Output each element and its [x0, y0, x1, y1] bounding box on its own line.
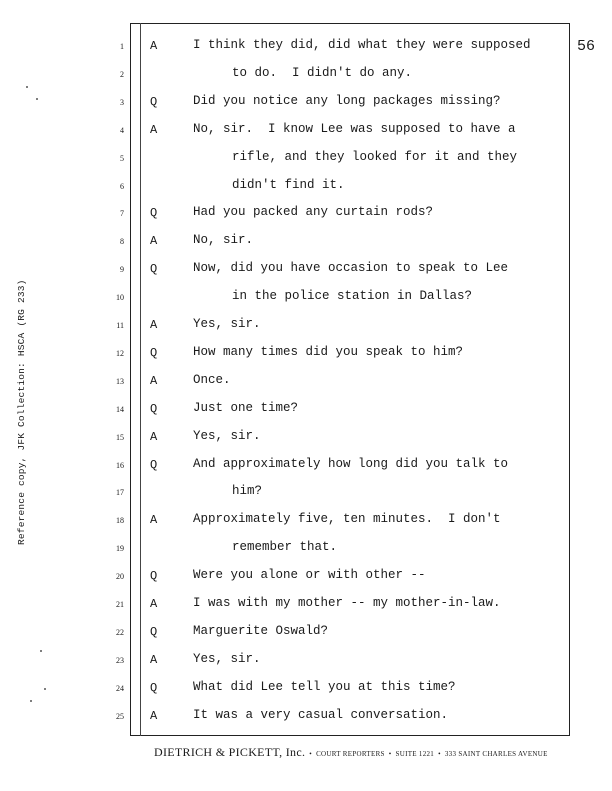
transcript-line — [0, 596, 612, 622]
line-number: 20 — [116, 572, 124, 582]
line-text: him? — [232, 484, 263, 499]
speaker-label: Q — [150, 569, 158, 584]
line-text: And approximately how long did you talk to — [193, 456, 509, 471]
scan-speck — [30, 700, 32, 702]
line-text: remember that. — [232, 540, 338, 555]
line-number: 4 — [120, 125, 124, 135]
speaker-label: Q — [150, 206, 158, 221]
line-text: Now, did you have occasion to speak to Lee — [193, 261, 509, 276]
transcript-line — [0, 484, 612, 510]
speaker-label: A — [150, 39, 158, 53]
line-text: I was with my mother -- my mother-in-law. — [193, 596, 501, 610]
speaker-label: A — [150, 429, 158, 444]
line-number: 24 — [116, 683, 124, 693]
suite-label: SUITE 1221 — [395, 750, 435, 758]
line-text: Had you packed any curtain rods? — [193, 205, 434, 220]
transcript-line — [0, 233, 612, 259]
speaker-label: Q — [150, 624, 158, 639]
page-number: 56 — [577, 38, 596, 55]
scan-speck — [26, 86, 28, 88]
transcript-line — [0, 345, 612, 371]
transcript-line — [0, 38, 612, 64]
line-number: 6 — [120, 181, 124, 191]
line-text: It was a very casual conversation. — [193, 707, 449, 722]
line-number: 5 — [120, 153, 124, 163]
speaker-label: A — [150, 122, 158, 137]
speaker-label: A — [150, 597, 158, 611]
line-number: 9 — [120, 265, 124, 275]
line-text: in the police station in Dallas? — [232, 289, 473, 304]
line-number: 17 — [116, 488, 124, 498]
line-number: 7 — [120, 209, 124, 219]
line-number: 10 — [116, 293, 124, 303]
footer-bullet: • — [309, 750, 313, 758]
line-text: Were you alone or with other -- — [193, 568, 426, 583]
footer-bullet: • — [438, 750, 441, 758]
line-text: to do. I didn't do any. — [232, 65, 413, 80]
court-reporters-label: COURT REPORTERS — [316, 750, 385, 758]
line-number: 8 — [120, 237, 124, 247]
line-text: How many times did you speak to him? — [193, 344, 464, 359]
transcript-line — [0, 429, 612, 455]
speaker-label: A — [150, 708, 158, 723]
address-label: 333 SAINT CHARLES AVENUE — [444, 750, 548, 758]
speaker-label: A — [150, 652, 158, 667]
transcript-line — [0, 66, 612, 92]
line-text: No, sir. I know Lee was supposed to have a — [193, 121, 516, 136]
speaker-label: A — [150, 318, 158, 332]
archive-side-note: Reference copy, JFK Collection: HSCA (RG 233) — [16, 279, 27, 545]
line-number: 16 — [116, 460, 124, 470]
speaker-label: Q — [150, 94, 158, 109]
line-number: 13 — [116, 376, 124, 386]
scan-speck — [36, 98, 38, 100]
line-number: 19 — [116, 544, 124, 554]
line-number: 2 — [120, 69, 124, 79]
line-number: 18 — [116, 516, 124, 526]
line-text: Approximately five, ten minutes. I don't — [193, 512, 501, 527]
line-text: I think they did, did what they were supposed — [193, 38, 531, 52]
line-text: Marguerite Oswald? — [193, 623, 329, 638]
speaker-label: A — [150, 373, 158, 388]
firm-name: DIETRICH & PICKETT, Inc. — [154, 745, 306, 759]
line-number: 23 — [116, 655, 124, 665]
transcript-line — [0, 624, 612, 650]
transcript-line — [0, 178, 612, 204]
line-text: Yes, sir. — [193, 317, 261, 331]
transcript-line — [0, 401, 612, 427]
scan-speck — [44, 688, 46, 690]
transcript-line — [0, 708, 612, 734]
line-number: 3 — [120, 97, 124, 107]
line-number: 15 — [116, 432, 124, 442]
transcript-line — [0, 289, 612, 315]
line-text: Yes, sir. — [193, 651, 261, 666]
line-text: What did Lee tell you at this time? — [193, 679, 456, 694]
line-number: 11 — [116, 321, 124, 330]
speaker-label: Q — [150, 680, 158, 695]
line-number: 12 — [116, 348, 124, 358]
speaker-label: A — [150, 234, 158, 249]
transcript-line — [0, 512, 612, 538]
transcript-line — [0, 373, 612, 399]
footer-bullet: • — [388, 750, 392, 758]
line-text: No, sir. — [193, 233, 254, 248]
line-number: 1 — [120, 42, 124, 51]
transcript-line — [0, 457, 612, 483]
line-text: Yes, sir. — [193, 428, 261, 443]
line-number: 22 — [116, 627, 124, 637]
transcript-line — [0, 122, 612, 148]
transcript-line — [0, 317, 612, 343]
transcript-line — [0, 540, 612, 566]
speaker-label: A — [150, 513, 158, 528]
line-number: 14 — [116, 404, 124, 414]
transcript-line — [0, 261, 612, 287]
line-number: 21 — [116, 600, 124, 609]
transcript-line — [0, 652, 612, 678]
line-text: Did you notice any long packages missing? — [193, 93, 501, 108]
speaker-label: Q — [150, 262, 158, 277]
transcript-line — [0, 150, 612, 176]
line-text: didn't find it. — [232, 177, 345, 192]
scan-speck — [40, 650, 42, 652]
reporter-footer — [154, 743, 548, 761]
line-number: 25 — [116, 711, 124, 721]
transcript-line — [0, 568, 612, 594]
speaker-label: Q — [150, 457, 158, 472]
speaker-label: Q — [150, 345, 158, 360]
transcript-line — [0, 680, 612, 706]
transcript-line — [0, 205, 612, 231]
transcript-line — [0, 94, 612, 120]
line-text: Just one time? — [193, 400, 299, 415]
speaker-label: Q — [150, 401, 158, 416]
line-text: rifle, and they looked for it and they — [232, 149, 518, 164]
line-text: Once. — [193, 372, 231, 387]
